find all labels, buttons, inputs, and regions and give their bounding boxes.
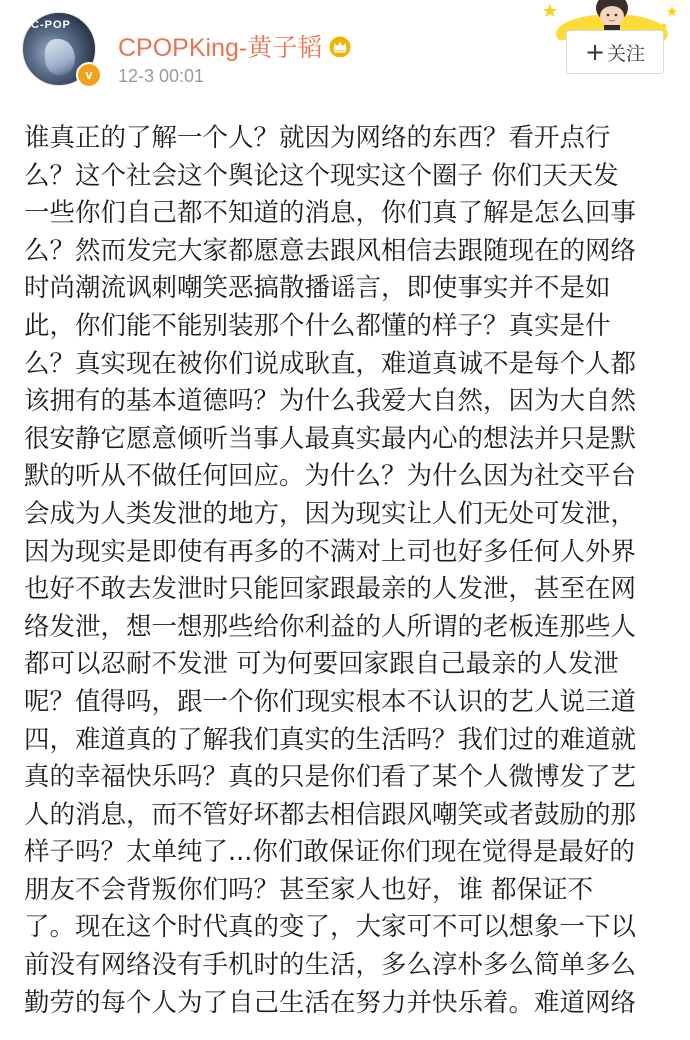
post-text-line: 前没有网络没有手机时的生活，多么淳朴多么简单多么 [24,950,637,981]
post-text-line: 络发泄，想一想那些给你利益的人所谓的老板连那些人 [24,611,637,642]
post-text-line: 么？真实现在被你们说成耿直，难道真诚不是每个人都 [24,348,637,379]
post-text-line: 默的听从不做任何回应。为什么？为什么因为社交平台 [24,461,637,492]
post-text-line: 因为现实是即使有再多的不满对上司也好多任何人外界 [24,536,637,567]
follow-button[interactable] [566,30,664,74]
post-text-line: 都可以忍耐不发泄 可为何要回家跟自己最亲的人发泄 [24,649,619,680]
post-text-line: 么？这个社会这个舆论这个现实这个圈子 你们天天发 [24,160,619,191]
avatar-figure [45,39,75,75]
post-text-line: 勤劳的每个人为了自己生活在努力并快乐着。难道网络 [24,987,637,1018]
post-content [24,120,670,1022]
post-text-line: 也好不敢去发泄时只能回家跟最亲的人发泄，甚至在网 [24,574,637,605]
post-text-line: 呢？值得吗，跟一个你们现实根本不认识的艺人说三道 [24,686,637,717]
post-text-line: 一些你们自己都不知道的消息，你们真了解是怎么回事 [24,198,637,229]
verified-badge-icon: v [76,62,102,88]
post-text-line: 样子吗？太单纯了...你们敢保证你们现在觉得是最好的 [24,837,635,868]
author-username[interactable]: CPOPKing-黄子韬 [118,34,323,62]
post-text-line: 很安静它愿意倾听当事人最真实最内心的想法并只是默 [24,423,637,454]
post-header [0,0,690,100]
post-text-line: 了。现在这个时代真的变了，大家可不可以想象一下以 [24,912,637,943]
post-text-line: 人的消息，而不管好坏都去相信跟风嘲笑或者鼓励的那 [24,799,637,830]
author-name-row [118,28,352,64]
post-text-line: 该拥有的基本道德吗？为什么我爱大自然，因为大自然 [24,386,637,417]
author-avatar[interactable] [22,8,102,88]
post-text-line: 真的幸福快乐吗？真的只是你们看了某个人微博发了艺 [24,762,637,793]
post-text-line: 朋友不会背叛你们吗？甚至家人也好，谁 都保证不 [24,874,594,905]
post-text-line: 么？然而发完大家都愿意去跟风相信去跟随现在的网络 [24,235,637,266]
post-text-line: 谁真正的了解一个人？就因为网络的东西？看开点行 [24,123,611,153]
post-text-line: 此，你们能不能别装那个什么都懂的样子？真实是什 [24,310,611,341]
post-text-line: 四，难道真的了解我们真实的生活吗？我们过的难道就 [24,724,637,755]
plus-icon: + [584,38,606,66]
post-text-line: 会成为人类发泄的地方，因为现实让人们无处可发泄， [24,498,637,529]
post-timestamp[interactable]: 12-3 00:01 [118,66,205,86]
follow-button-label: 关注 [607,42,646,65]
post-text-line: 时尚潮流讽刺嘲笑恶搞散播谣言，即使事实并不是如 [24,273,611,304]
avatar-logo-text: C-POP [31,19,71,31]
crown-icon[interactable] [328,35,352,57]
